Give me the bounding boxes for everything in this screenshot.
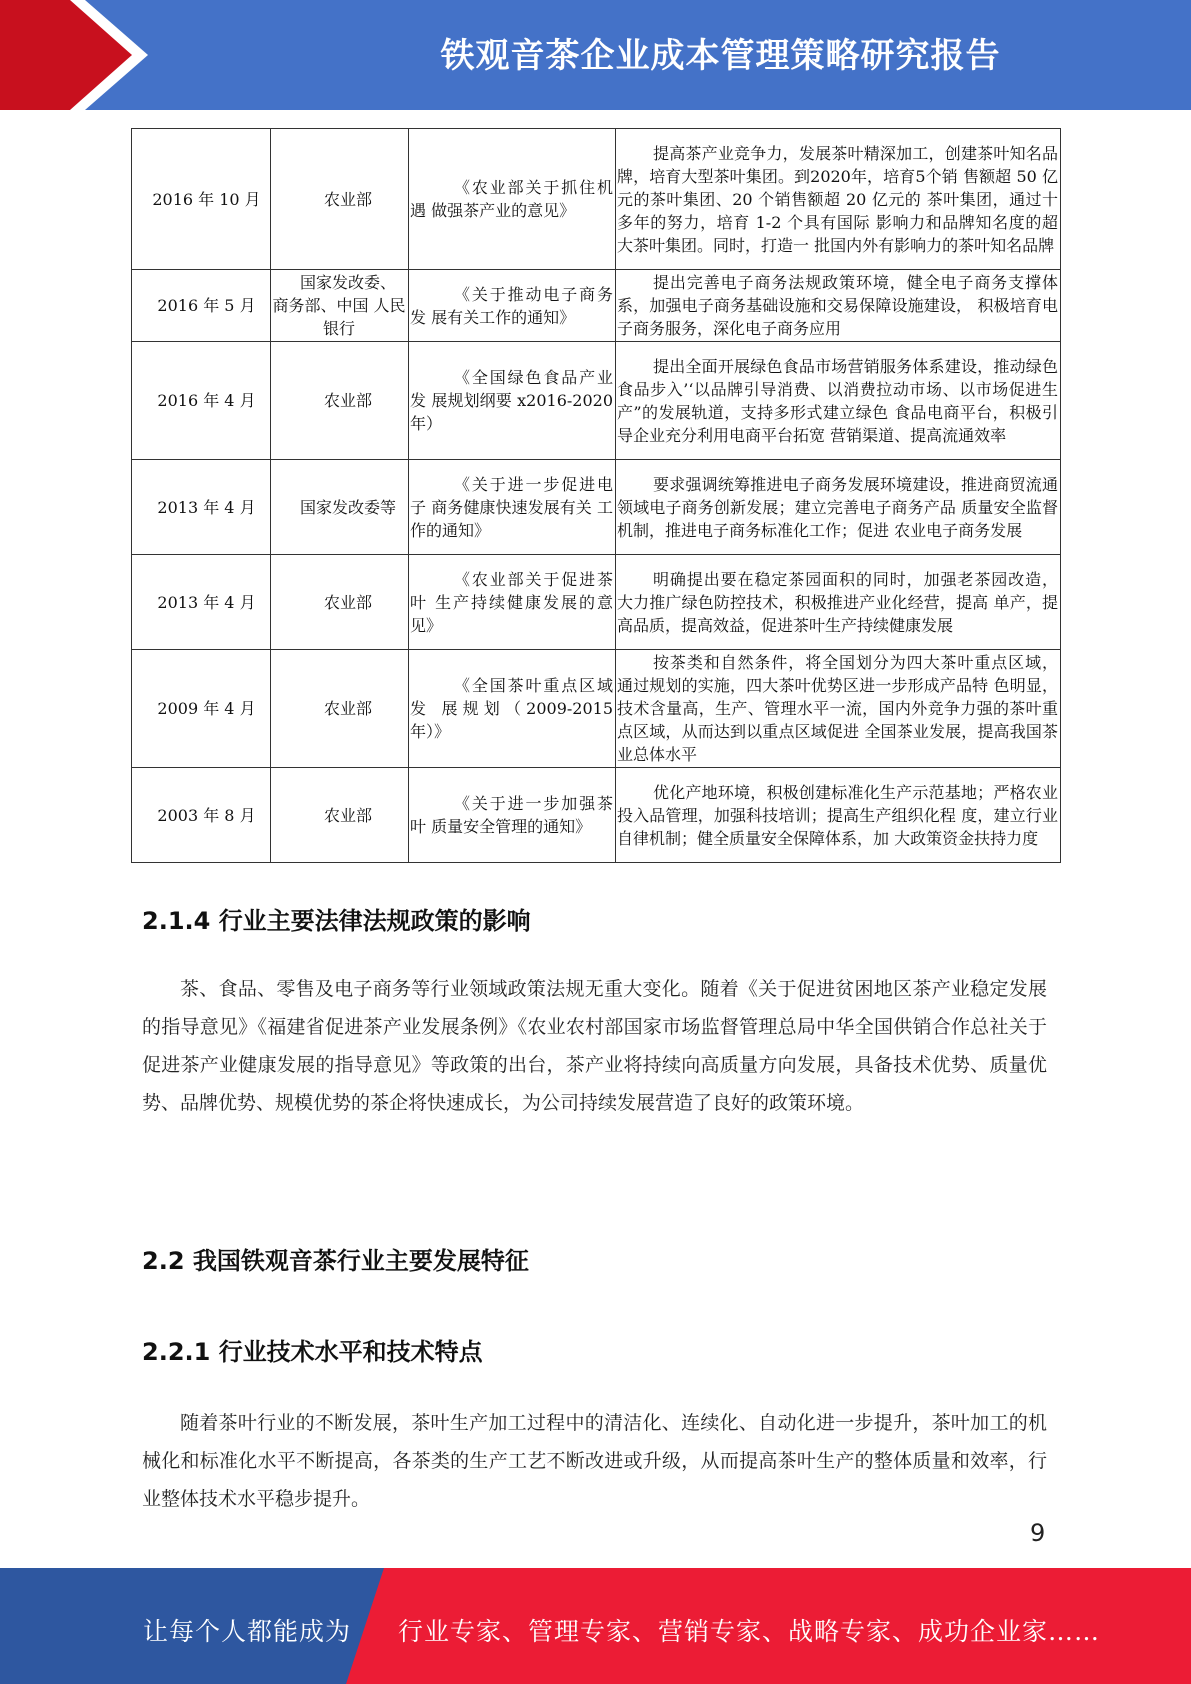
table-row <box>132 650 1061 768</box>
section-paragraph-2-1-4: 茶、食品、零售及电子商务等行业领域政策法规无重大变化。随着《关于促进贫困地区茶产业稳定发展的指导意见》《福建省促进茶产业发展条例》《农业农村部国家市场监督管理总局中华全国供销合作总社关于促进茶产业健康发展的指导意见》等政策的出台，茶产业将持续向高质量方向发展，具备技术优势、质量优势、品牌优势、规模优势的茶企将快速成长，为公司持续发展营造了良好的政策环境。 <box>142 978 1047 1114</box>
policy-content: 提出完善电子商务法规政策环境，健全电子商务支撑体系，加强电子商务基础设施和交易保障设施建设， 积极培育电子商务服务，深化电子商务应用 <box>616 270 1061 342</box>
policy-name: 《全国茶叶重点区域发 展规划（2009-2015 年）》 <box>409 650 616 768</box>
policy-date: 2013 年 4 月 <box>132 555 271 650</box>
report-title: 铁观音茶企业成本管理策略研究报告 <box>440 36 1001 76</box>
table-row <box>132 270 1061 342</box>
page-number: 9 <box>1030 1519 1046 1547</box>
footer-slogan-right: 行业专家、管理专家、营销专家、战略专家、成功企业家…… <box>398 1617 1101 1646</box>
policy-content: 优化产地环境，积极创建标准化生产示范基地；严格农业投入品管理，加强科技培训；提高生产组织化程 度，建立行业自律机制；健全质量安全保障体系，加 大政策资金扶持力度 <box>616 768 1061 863</box>
page-header <box>0 0 1191 110</box>
policy-department: 农业部 <box>271 129 409 270</box>
page-footer <box>0 1568 1191 1684</box>
policy-department: 农业部 <box>271 342 409 460</box>
policy-content: 要求强调统筹推进电子商务发展环境建设，推进商贸流通领域电子商务创新发展；建立完善电子商务产品 质量安全监督机制，推进电子商务标准化工作；促进 农业电子商务发展 <box>616 460 1061 555</box>
section-heading-2-2: 2.2 我国铁观音茶行业主要发展特征 <box>142 1247 529 1275</box>
policy-date: 2003 年 8 月 <box>132 768 271 863</box>
policy-content: 提高茶产业竞争力，发展茶叶精深加工，创建茶叶知名品牌，培育大型茶叶集团。到2020年，培育5个销 售额超 50 亿元的茶叶集团、20 个销售额超 20 亿元的 茶叶集团，通过十多年的努力，培育 1-2 个具有国际 影响力和品牌知名度的超大茶叶集团。同时，打造一 批国内外有影响力的茶叶知名品牌 <box>616 129 1061 270</box>
policy-date: 2016 年 5 月 <box>132 270 271 342</box>
red-chevron-decoration <box>0 0 160 110</box>
section-heading-2-1-4: 2.1.4 行业主要法律法规政策的影响 <box>142 907 531 935</box>
policy-name: 《农业部关于促进茶叶 生产持续健康发展的意 见》 <box>409 555 616 650</box>
table-row <box>132 768 1061 863</box>
policy-date: 2016 年 10 月 <box>132 129 271 270</box>
policy-content: 按茶类和自然条件，将全国划分为四大茶叶重点区域， 通过规划的实施，四大茶叶优势区进一步形成产品特 色明显，技术含量高，生产、管理水平一流，国内外竞争力强的茶叶重点区域，从而达到以重点区域促进 全国茶业发展，提高我国茶业总体水平 <box>616 650 1061 768</box>
table-row <box>132 129 1061 270</box>
section-paragraph-2-2-1: 随着茶叶行业的不断发展，茶叶生产加工过程中的清洁化、连续化、自动化进一步提升，茶叶加工的机械化和标准化水平不断提高，各茶类的生产工艺不断改进或升级，从而提高茶叶生产的整体质量和效率，行业整体技术水平稳步提升。 <box>142 1412 1047 1510</box>
policy-date: 2016 年 4 月 <box>132 342 271 460</box>
policy-name: 《全国绿色食品产业发 展规划纲要 x2016-2020 年） <box>409 342 616 460</box>
table-row <box>132 342 1061 460</box>
policy-department: 国家发改委、 商务部、中国 人民银行 <box>271 270 409 342</box>
policy-content: 提出全面开展绿色食品市场营销服务体系建设，推动绿色食品步入’‘以品牌引导消费、以消费拉动市场、以市场促进生产”的发展轨道，支持多形式建立绿色 食品电商平台，积极引导企业充分利用电商平台拓宽 营销渠道、提高流通效率 <box>616 342 1061 460</box>
policy-date: 2009 年 4 月 <box>132 650 271 768</box>
policy-department: 农业部 <box>271 768 409 863</box>
policy-table <box>131 128 1061 863</box>
policy-date: 2013 年 4 月 <box>132 460 271 555</box>
policy-name: 《关于推动电子商务发 展有关工作的通知》 <box>409 270 616 342</box>
policy-department: 农业部 <box>271 650 409 768</box>
policy-name: 《关于进一步加强茶叶 质量安全管理的通知》 <box>409 768 616 863</box>
policy-department: 国家发改委等 <box>271 460 409 555</box>
policy-content: 明确提出要在稳定茶园面积的同时，加强老茶园改造， 大力推广绿色防控技术，积极推进产业化经营，提高 单产，提高品质，提高效益，促进茶叶生产持续健康发展 <box>616 555 1061 650</box>
footer-slogan-left: 让每个人都能成为 <box>143 1617 352 1646</box>
policy-name: 《农业部关于抓住机遇 做强茶产业的意见》 <box>409 129 616 270</box>
policy-name: 《关于进一步促进电子 商务健康快速发展有关 工作的通知》 <box>409 460 616 555</box>
table-row <box>132 555 1061 650</box>
policy-department: 农业部 <box>271 555 409 650</box>
table-row <box>132 460 1061 555</box>
section-heading-2-2-1: 2.2.1 行业技术水平和技术特点 <box>142 1338 483 1366</box>
